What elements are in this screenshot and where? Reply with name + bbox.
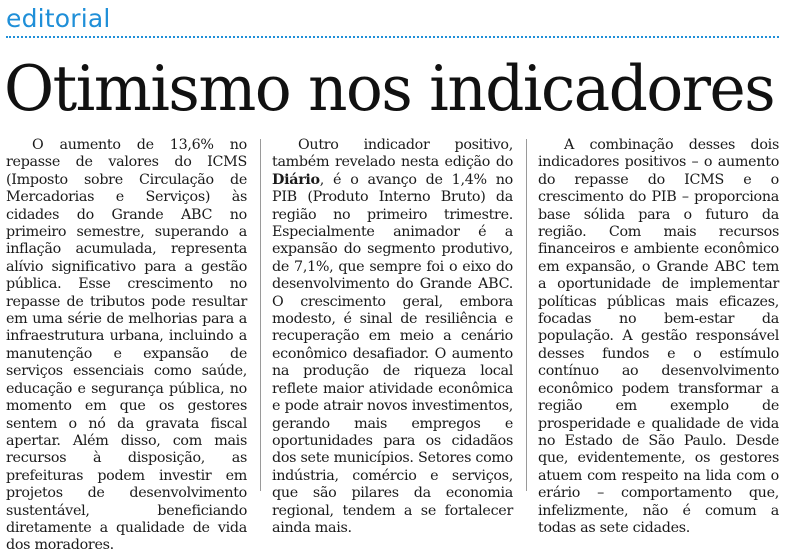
section-divider xyxy=(6,36,779,38)
section-label: editorial xyxy=(6,4,111,33)
paragraph xyxy=(272,137,513,537)
headline: Otimismo nos indicadores xyxy=(4,52,775,125)
article-column-2 xyxy=(272,137,513,536)
article-column-1 xyxy=(6,137,247,554)
paragraph xyxy=(538,137,779,537)
article-body xyxy=(6,137,779,554)
paragraph-text-cont: , é o avanço de 1,4% no PIB (Produto Interno Bruto) da região no primeiro trimestre. Especialmente animador é a expansão do segmento produtivo, de 7,1%, que sempre foi o eixo do desenvolvimento do Grande ABC. O crescimento geral, embora modesto, é sinal de resiliência e recuperação em meio a cenário econômico desafiador. O aumento na produção de riqueza local reflete maior atividade econômica e pode atrair novos investimentos, gerando mais empregos e oportunidades para os cidadãos dos sete municípios. Setores como indústria, comércio e serviços, que são pilares da economia regional, tendem a se fortalecer ainda mais. xyxy=(272,171,513,536)
article-column-3 xyxy=(538,137,779,536)
newspaper-name: Diário xyxy=(272,171,320,188)
paragraph xyxy=(6,137,247,555)
paragraph-text: A combinação desses dois indicadores positivos – o aumento do repasse do ICMS e o crescimento do PIB – proporciona base sólida para o futuro da região. Com mais recursos financeiros e ambiente econômico em expansão, o Grande ABC tem a oportunidade de implementar políticas públicas mais eficazes, focadas no bem-estar da população. A gestão responsável desses fundos e o estímulo contínuo ao desenvolvimento econômico podem transformar a região em exemplo de prosperidade e qualidade de vida no Estado de São Paulo. Desde que, evidentemente, os gestores atuem com respeito na lida com o erário – comportamento que, infelizmente, não é comum a todas as sete cidades. xyxy=(538,137,779,536)
column-divider xyxy=(526,139,527,491)
paragraph-text: O aumento de 13,6% no repasse de valores do ICMS (Imposto sobre Circulação de Mercadorias e Serviços) às cidades do Grande ABC no primeiro semestre, superando a inflação acumulada, representa alívio significativo para a gestão pública. Esse crescimento no repasse de tributos pode resultar em uma série de melhorias para a infraestrutura urbana, incluindo a manutenção e expansão de serviços essenciais como saúde, educação e segurança pública, no momento em que os gestores sentem o nó da gravata fiscal apertar. Além disso, com mais recursos à disposição, as prefeituras podem investir em projetos de desenvolvimento sustentável, beneficiando diretamente a qualidade de vida dos moradores. xyxy=(6,137,247,554)
column-divider xyxy=(260,139,261,491)
paragraph-text: Outro indicador positivo, também revelado nesta edição do xyxy=(272,137,513,171)
